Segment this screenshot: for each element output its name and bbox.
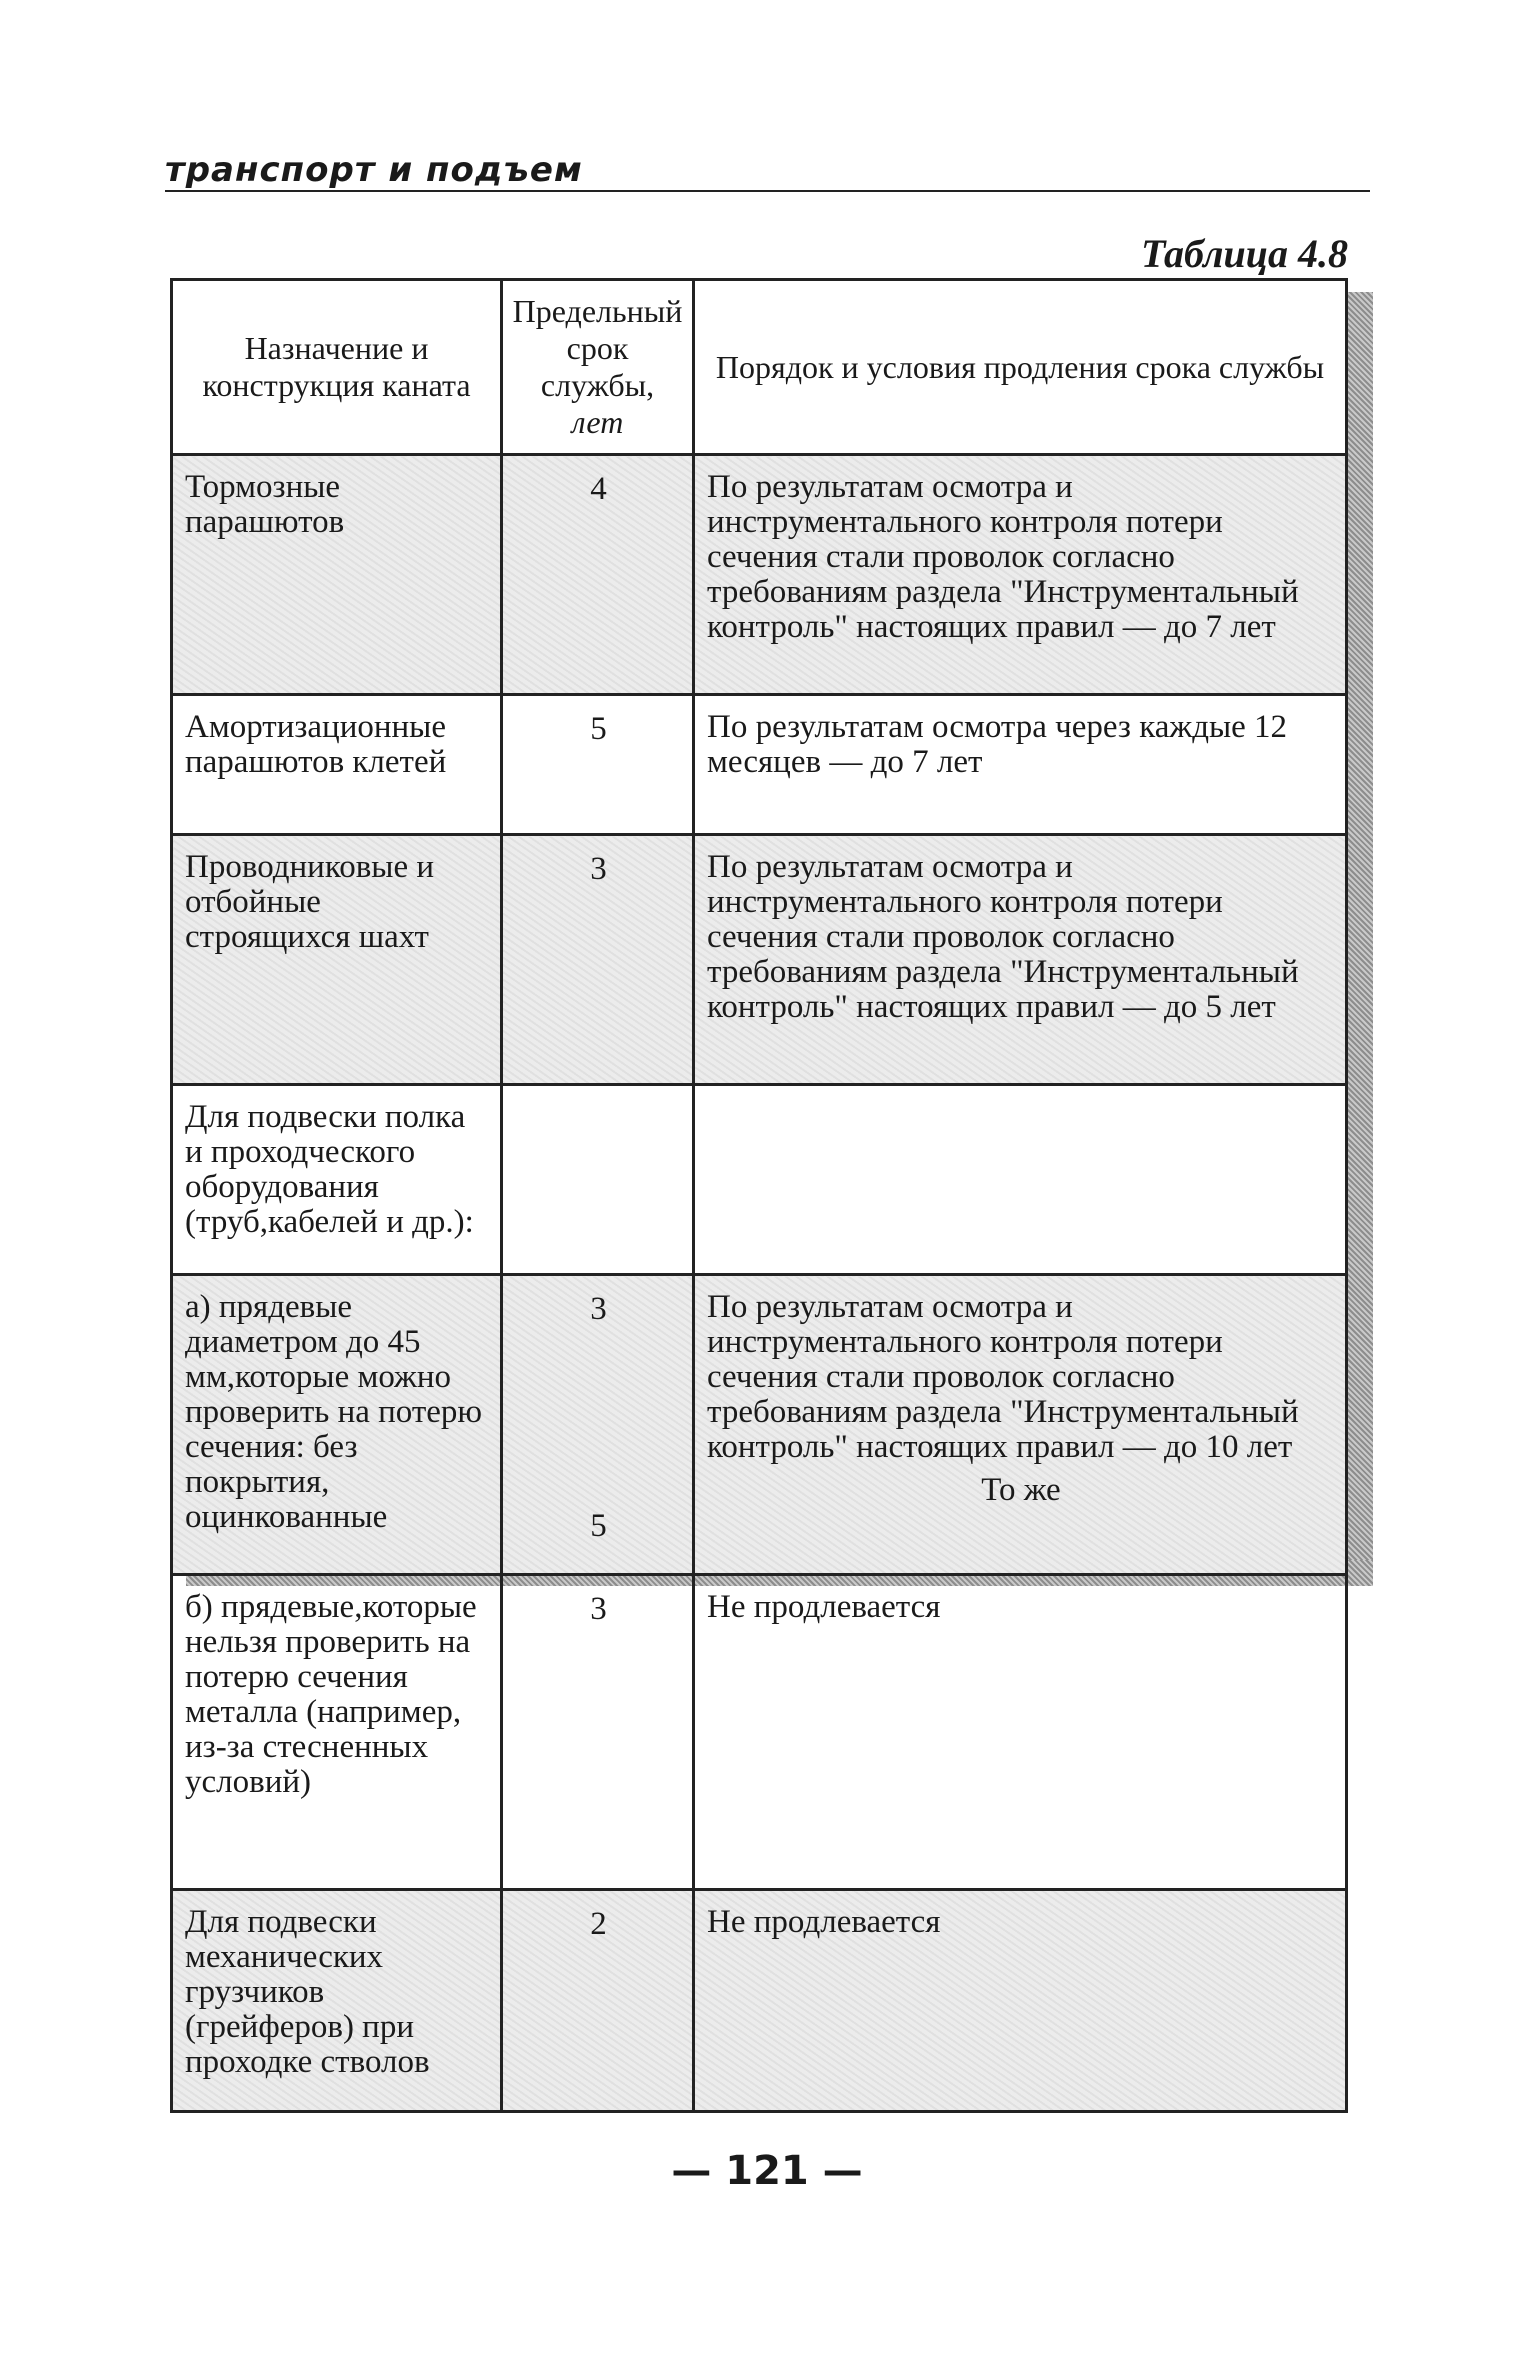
row-term: 5	[502, 695, 694, 835]
row-conditions: Не продлевается	[694, 1575, 1347, 1890]
table-row	[172, 695, 1347, 835]
row-conditions: По результатам осмотра и инструментального контроля потери сечения стали проволок согласно требованиям раздела "Инструментальный контроль" настоящих правил — до 7 лет	[694, 455, 1347, 695]
row-conditions-cell	[694, 1275, 1347, 1575]
table-row	[172, 455, 1347, 695]
row-term: 3	[590, 1291, 607, 1327]
column-header-term-text: Предельный срок службы,	[512, 293, 683, 403]
column-header-purpose-text: Назначение и конструкция каната	[202, 330, 471, 403]
row-purpose: Тормозные парашютов	[172, 455, 502, 695]
table-row	[172, 1275, 1347, 1575]
row-purpose: Амортизационные парашютов клетей	[172, 695, 502, 835]
table-header-row	[172, 280, 1347, 455]
table-row	[172, 1085, 1347, 1275]
running-title: транспорт и подъем	[165, 150, 1370, 192]
table-row	[172, 1575, 1347, 1890]
row-purpose: а) прядевые диаметром до 45 мм,которые можно проверить на потерю сечения: без покрытия, оцинкованные	[172, 1275, 502, 1575]
row-purpose: Проводниковые и отбойные строящихся шахт	[172, 835, 502, 1085]
row-conditions: Не продлевается	[694, 1890, 1347, 2112]
row-purpose: Для подвески полка и проходческого оборудования (труб,кабелей и др.):	[172, 1085, 502, 1275]
table-row	[172, 835, 1347, 1085]
column-header-purpose	[172, 280, 502, 455]
table-row	[172, 1890, 1347, 2112]
row-term: 3	[502, 835, 694, 1085]
row-conditions-same: То же	[981, 1472, 1061, 1508]
table-label: Таблица 4.8	[1141, 231, 1348, 276]
column-header-conditions-text: Порядок и условия продления срока службы	[715, 348, 1325, 385]
table-shadow-right	[1345, 292, 1373, 1567]
column-header-conditions	[694, 280, 1347, 455]
row-term-galvanized: 5	[590, 1508, 607, 1544]
row-conditions	[694, 1085, 1347, 1275]
row-purpose: Для подвески механических грузчиков (грейферов) при проходке стволов	[172, 1890, 502, 2112]
row-term: 3	[502, 1575, 694, 1890]
row-conditions: По результатам осмотра через каждые 12 месяцев — до 7 лет	[694, 695, 1347, 835]
column-header-term	[502, 280, 694, 455]
column-header-term-unit: лет	[571, 404, 624, 440]
row-purpose: б) прядевые,которые нельзя проверить на потерю сечения металла (например, из-за стесненных условий)	[172, 1575, 502, 1890]
rope-service-table	[170, 278, 1345, 2080]
row-term-cell	[502, 1275, 694, 1575]
page-number: — 121 —	[671, 2148, 863, 2194]
row-conditions: По результатам осмотра и инструментального контроля потери сечения стали проволок согласно требованиям раздела "Инструментальный контроль" настоящих правил — до 5 лет	[694, 835, 1347, 1085]
row-term: 2	[502, 1890, 694, 2112]
row-term: 4	[502, 455, 694, 695]
row-conditions: По результатам осмотра и инструментального контроля потери сечения стали проволок согласно требованиям раздела "Инструментальный контроль" настоящих правил — до 10 лет	[707, 1289, 1299, 1465]
row-term	[502, 1085, 694, 1275]
